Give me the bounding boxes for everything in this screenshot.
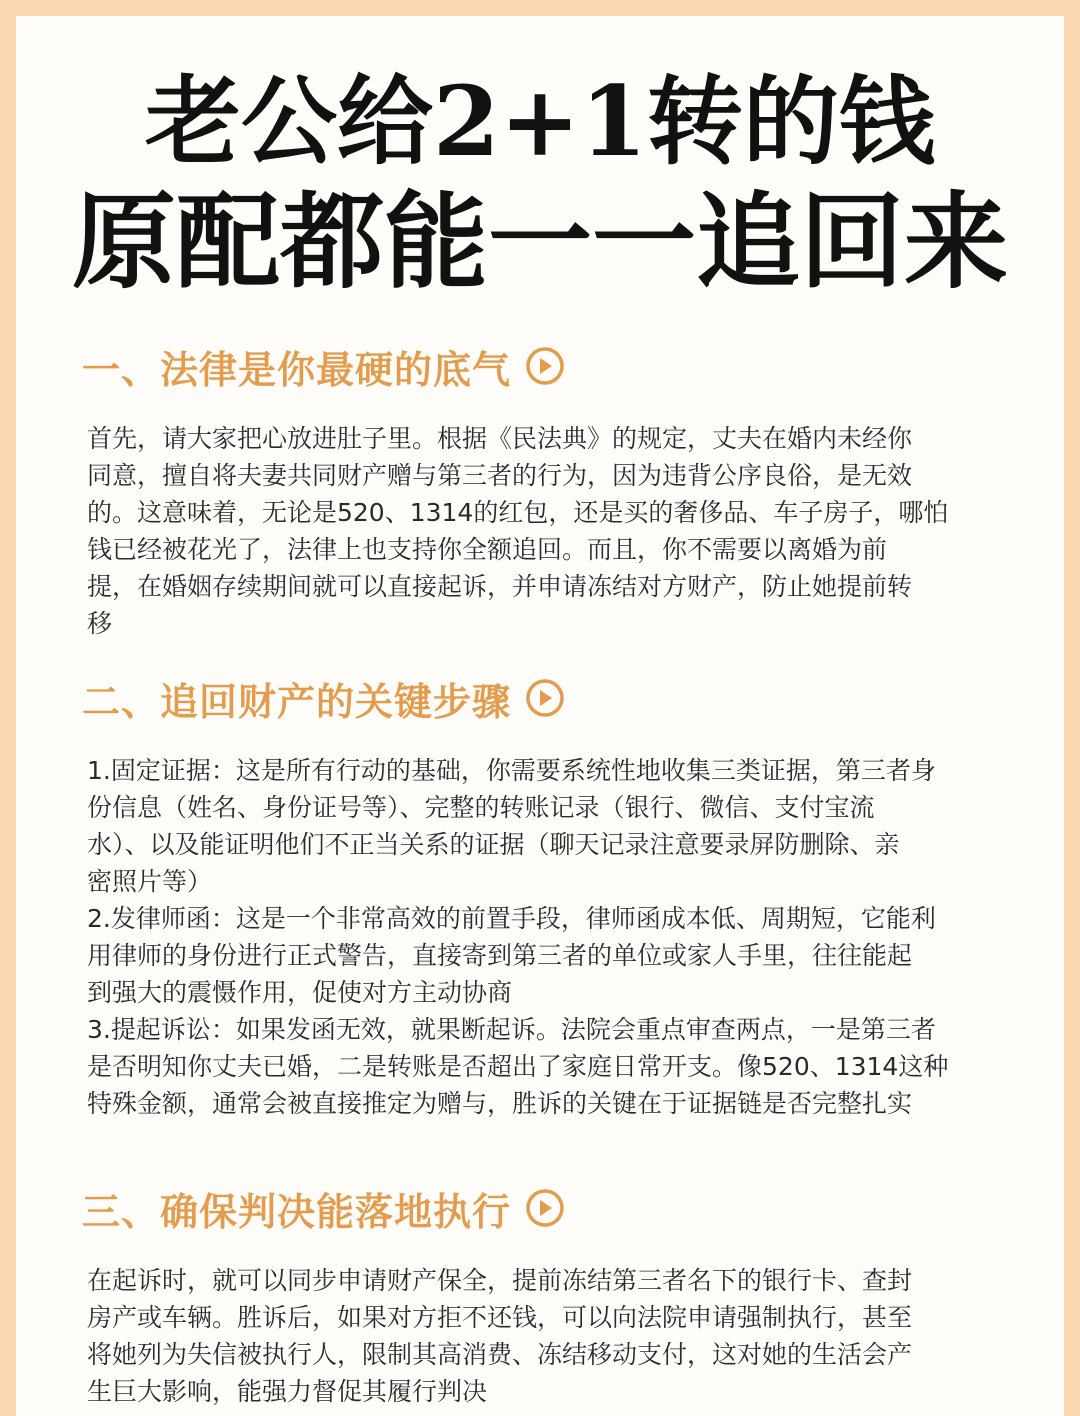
section-heading-recovery-steps (82, 672, 565, 724)
paragraph-line: 首先，请大家把心放进肚子里。根据《民法典》的规定，丈夫在婚内未经你 (87, 424, 913, 453)
circled-arrow-right-icon (525, 346, 565, 386)
section-paragraph-enforcement (87, 1262, 1003, 1410)
paragraph-line: 钱已经被花光了，法律上也支持你全额追回。而且，你不需要以离婚为前 (87, 535, 888, 564)
paragraph-line: 移 (87, 609, 113, 638)
section-heading-enforcement (82, 1182, 565, 1234)
paragraph-line: 1.固定证据：这是所有行动的基础，你需要系统性地收集三类证据，第三者身 (87, 756, 936, 785)
paragraph-line: 生巨大影响，能强力督促其履行判决 (87, 1377, 488, 1406)
page-title-line-1: 老公给2+1转的钱 (144, 65, 936, 178)
paragraph-line: 用律师的身份进行正式警告，直接寄到第三者的单位或家人手里，往往能起 (87, 941, 913, 970)
paragraph-line: 将她列为失信被执行人，限制其高消费、冻结移动支付，这对她的生活会产 (87, 1340, 913, 1369)
paragraph-line: 3.提起诉讼：如果发函无效，就果断起诉。法院会重点审查两点，一是第三者 (87, 1015, 936, 1044)
section-heading-text: 一、法律是你最硬的底气 (82, 347, 512, 392)
paragraph-line: 房产或车辆。胜诉后，如果对方拒不还钱，可以向法院申请强制执行，甚至 (87, 1303, 913, 1332)
section-paragraph-recovery-steps (87, 752, 1003, 1122)
paragraph-line: 到强大的震慑作用，促使对方主动协商 (87, 978, 513, 1007)
section-paragraph-legal-basis (87, 420, 1003, 642)
page-title-line-2: 原配都能一一追回来 (71, 180, 1008, 303)
section-heading-text: 二、追回财产的关键步骤 (82, 679, 512, 724)
paragraph-line: 特殊金额，通常会被直接推定为赠与，胜诉的关键在于证据链是否完整扎实 (87, 1089, 913, 1118)
circled-arrow-right-icon (525, 678, 565, 718)
paragraph-line: 是否明知你丈夫已婚，二是转账是否超出了家庭日常开支。像520、1314这种 (87, 1052, 949, 1081)
paragraph-line: 密照片等） (87, 867, 213, 896)
section-heading-legal-basis (82, 340, 565, 392)
paragraph-line: 提，在婚姻存续期间就可以直接起诉，并申请冻结对方财产，防止她提前转 (87, 572, 913, 601)
paragraph-line: 在起诉时，就可以同步申请财产保全，提前冻结第三者名下的银行卡、查封 (87, 1266, 913, 1295)
paragraph-line: 的。这意味着，无论是520、1314的红包，还是买的奢侈品、车子房子，哪怕 (87, 498, 949, 527)
circled-arrow-right-icon (525, 1188, 565, 1228)
section-heading-text: 三、确保判决能落地执行 (82, 1189, 512, 1234)
paragraph-line: 同意，擅自将夫妻共同财产赠与第三者的行为，因为违背公序良俗，是无效 (87, 461, 913, 490)
paragraph-line: 份信息（姓名、身份证号等）、完整的转账记录（银行、微信、支付宝流 (87, 793, 875, 822)
paragraph-line: 水）、以及能证明他们不正当关系的证据（聊天记录注意要录屏防删除、亲 (87, 830, 900, 859)
paragraph-line: 2.发律师函：这是一个非常高效的前置手段，律师函成本低、周期短，它能利 (87, 904, 936, 933)
